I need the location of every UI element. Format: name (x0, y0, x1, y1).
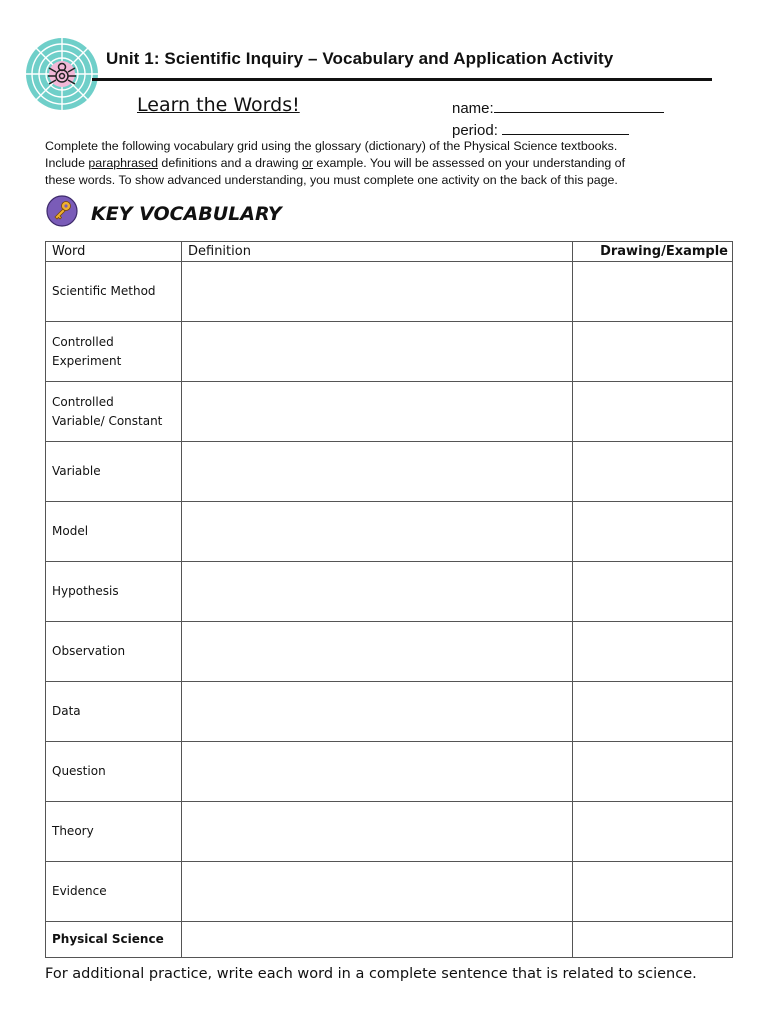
drawing-example-cell[interactable] (573, 622, 733, 682)
definition-cell[interactable] (182, 322, 573, 382)
table-row (46, 742, 733, 802)
word-text: Question (52, 764, 106, 778)
definition-cell[interactable] (182, 922, 573, 958)
table-row (46, 442, 733, 502)
key-icon (46, 195, 78, 227)
spider-web-logo (24, 36, 100, 112)
key-vocabulary-heading: KEY VOCABULARY (91, 203, 282, 225)
name-label: name: (452, 100, 494, 117)
table-row (46, 382, 733, 442)
table-row (46, 322, 733, 382)
word-text: Hypothesis (52, 584, 119, 598)
word-text: Scientific Method (52, 284, 156, 298)
footer-note: For additional practice, write each word in a complete sentence that is related to science. (45, 966, 697, 982)
title-underline-rule (92, 78, 712, 81)
instructions-line-1: Complete the following vocabulary grid using the glossary (dictionary) of the Physical Science textbooks. (45, 139, 618, 153)
column-header-word: Word (46, 242, 182, 262)
instructions-text: example. You will be assessed on your understanding of (312, 156, 626, 170)
word-cell (46, 322, 182, 382)
instructions-emphasis: paraphrased (88, 156, 158, 170)
vocabulary-table (45, 241, 733, 958)
word-text: Model (52, 524, 89, 538)
word-cell (46, 262, 182, 322)
instructions-line-2 (45, 155, 725, 172)
word-text: Data (52, 704, 81, 718)
word-text: Controlled (52, 334, 114, 349)
drawing-example-cell[interactable] (573, 922, 733, 958)
word-text: Variable (52, 464, 101, 478)
name-field[interactable] (452, 98, 664, 117)
instructions (45, 138, 725, 189)
instructions-emphasis: or (301, 156, 313, 170)
instructions-line-3: these words. To show advanced understanding, you must complete one activity on the back of this page. (45, 173, 618, 187)
period-blank-line[interactable] (502, 120, 629, 135)
instructions-text: definitions and a drawing (157, 156, 302, 170)
word-text: Observation (52, 644, 126, 658)
page-title: Unit 1: Scientific Inquiry – Vocabulary and Application Activity (106, 49, 614, 68)
drawing-example-cell[interactable] (573, 442, 733, 502)
definition-cell[interactable] (182, 802, 573, 862)
word-cell (46, 682, 182, 742)
table-row (46, 262, 733, 322)
table-row (46, 622, 733, 682)
drawing-example-cell[interactable] (573, 562, 733, 622)
section-subtitle: Learn the Words! (137, 94, 300, 116)
word-text: Experiment (52, 353, 122, 368)
drawing-example-cell[interactable] (573, 802, 733, 862)
drawing-example-cell[interactable] (573, 682, 733, 742)
drawing-example-cell[interactable] (573, 742, 733, 802)
definition-cell[interactable] (182, 562, 573, 622)
word-cell (46, 442, 182, 502)
word-cell (46, 382, 182, 442)
word-cell (46, 742, 182, 802)
word-cell (46, 562, 182, 622)
table-row (46, 682, 733, 742)
definition-cell[interactable] (182, 262, 573, 322)
drawing-example-cell[interactable] (573, 322, 733, 382)
column-header-definition: Definition (182, 242, 573, 262)
word-text: Evidence (52, 884, 107, 898)
definition-cell[interactable] (182, 742, 573, 802)
word-cell (46, 922, 182, 958)
period-field[interactable] (452, 120, 629, 139)
table-row (46, 862, 733, 922)
period-label: period: (452, 122, 498, 139)
definition-cell[interactable] (182, 862, 573, 922)
table-row (46, 502, 733, 562)
definition-cell[interactable] (182, 622, 573, 682)
word-cell (46, 502, 182, 562)
table-row (46, 562, 733, 622)
table-row (46, 802, 733, 862)
drawing-example-cell[interactable] (573, 862, 733, 922)
definition-cell[interactable] (182, 502, 573, 562)
drawing-example-cell[interactable] (573, 382, 733, 442)
word-cell (46, 622, 182, 682)
word-cell (46, 862, 182, 922)
table-row (46, 922, 733, 958)
table-header-row (46, 242, 733, 262)
word-cell (46, 802, 182, 862)
drawing-example-cell[interactable] (573, 502, 733, 562)
instructions-text: Include (45, 156, 89, 170)
word-text: Theory (52, 824, 94, 838)
word-text: Controlled (52, 394, 114, 409)
word-text: Physical Science (52, 932, 164, 946)
definition-cell[interactable] (182, 682, 573, 742)
name-blank-line[interactable] (494, 98, 664, 113)
definition-cell[interactable] (182, 442, 573, 502)
word-text: Variable/ Constant (52, 413, 163, 428)
drawing-example-cell[interactable] (573, 262, 733, 322)
column-header-drawing-example: Drawing/Example (573, 242, 733, 262)
definition-cell[interactable] (182, 382, 573, 442)
